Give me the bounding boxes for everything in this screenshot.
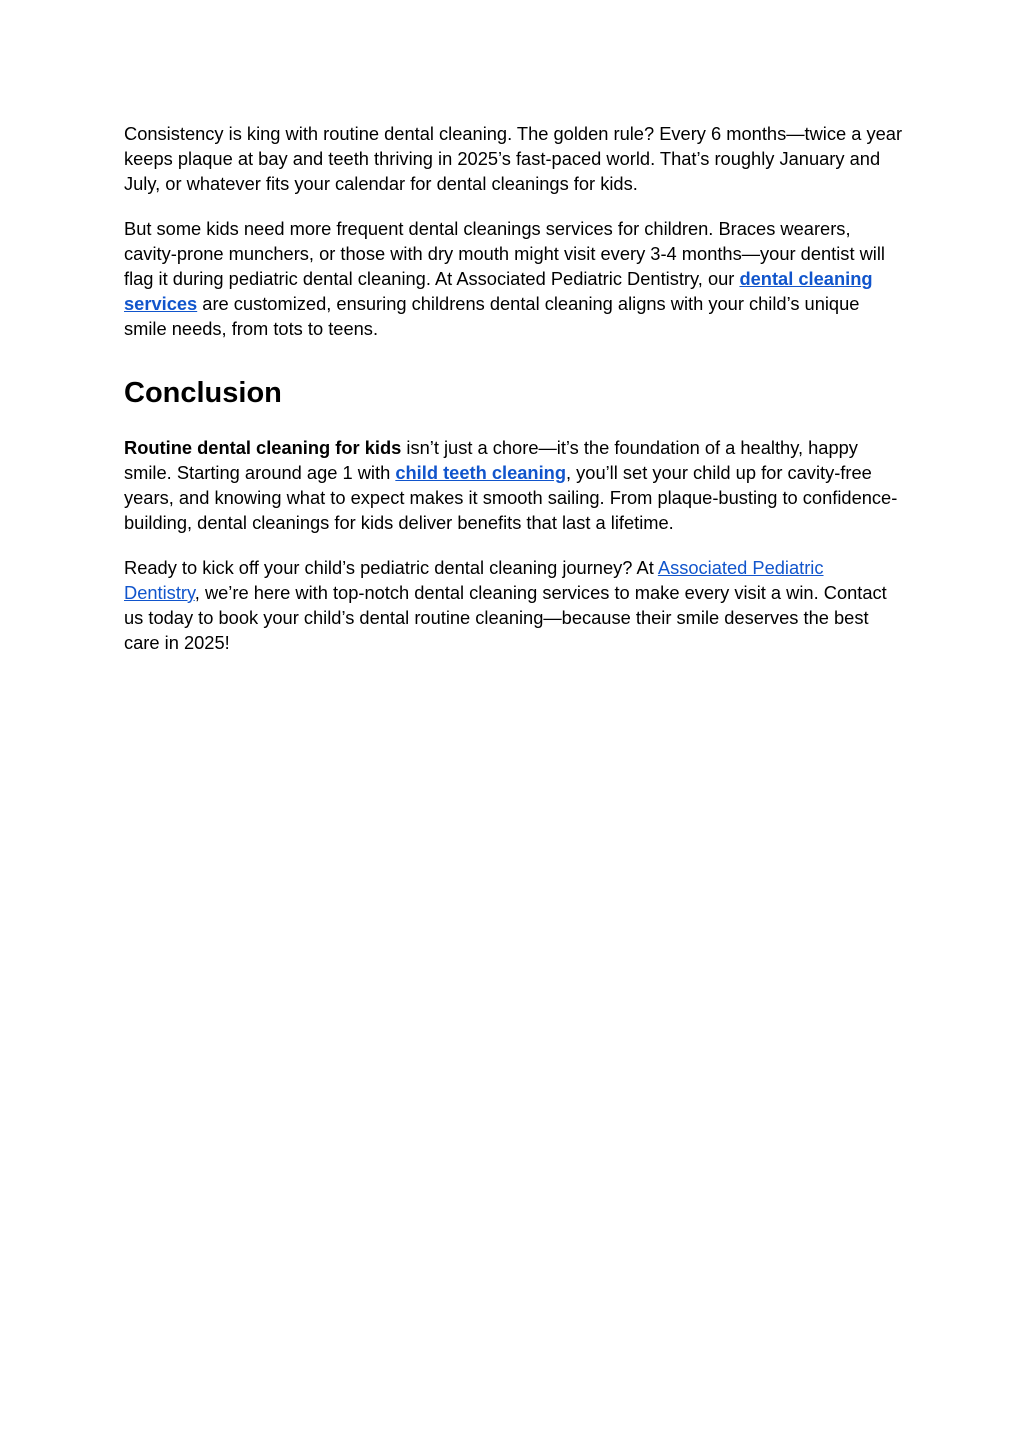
paragraph-text-before: isn’t just a chore—it’s the foundation of a healthy, happy smile. Starting around age 1 with [124, 437, 858, 483]
dental-cleaning-services-link[interactable]: dental cleaning services [124, 268, 873, 314]
child-teeth-cleaning-link[interactable]: child teeth cleaning [395, 462, 566, 483]
document-page [124, 121, 904, 655]
paragraph-text-after: are customized, ensuring childrens dental cleaning aligns with your child’s unique smile needs, from tots to teens. [124, 293, 860, 339]
section-heading-conclusion: Conclusion [124, 377, 282, 409]
paragraph-frequent-cleanings [124, 216, 904, 341]
paragraph-text: Consistency is king with routine dental cleaning. The golden rule? Every 6 months—twice a year keeps plaque at bay and teeth thriving in 2025’s fast-paced world. That’s roughly January and July, or whatever fits your calendar for dental cleanings for kids. [124, 123, 903, 194]
paragraph-text-after: , we’re here with top-notch dental cleaning services to make every visit a win. Contact us today to book your child’s dental routine cleaning—because their smile deserves the best care in 2025! [124, 582, 887, 653]
paragraph-text-before: But some kids need more frequent dental cleanings services for children. Braces wearers, cavity-prone munchers, or those with dry mouth might visit every 3-4 months—your dentist will flag it during pediatric dental cleaning. At Associated Pediatric Dentistry, our [124, 218, 885, 289]
paragraph-text-before: Ready to kick off your child’s pediatric dental cleaning journey? At [124, 557, 658, 578]
paragraph-call-to-action [124, 555, 904, 655]
paragraph-conclusion-summary [124, 435, 904, 535]
associated-pediatric-dentistry-link[interactable]: Associated Pediatric Dentistry [124, 557, 824, 603]
bold-lead-text: Routine dental cleaning for kids [124, 437, 402, 458]
paragraph-cleaning-frequency [124, 121, 904, 196]
paragraph-text-after: , you’ll set your child up for cavity-free years, and knowing what to expect makes it smooth sailing. From plaque-busting to confidence-building, dental cleanings for kids deliver benefits that last a lifetime. [124, 462, 898, 533]
